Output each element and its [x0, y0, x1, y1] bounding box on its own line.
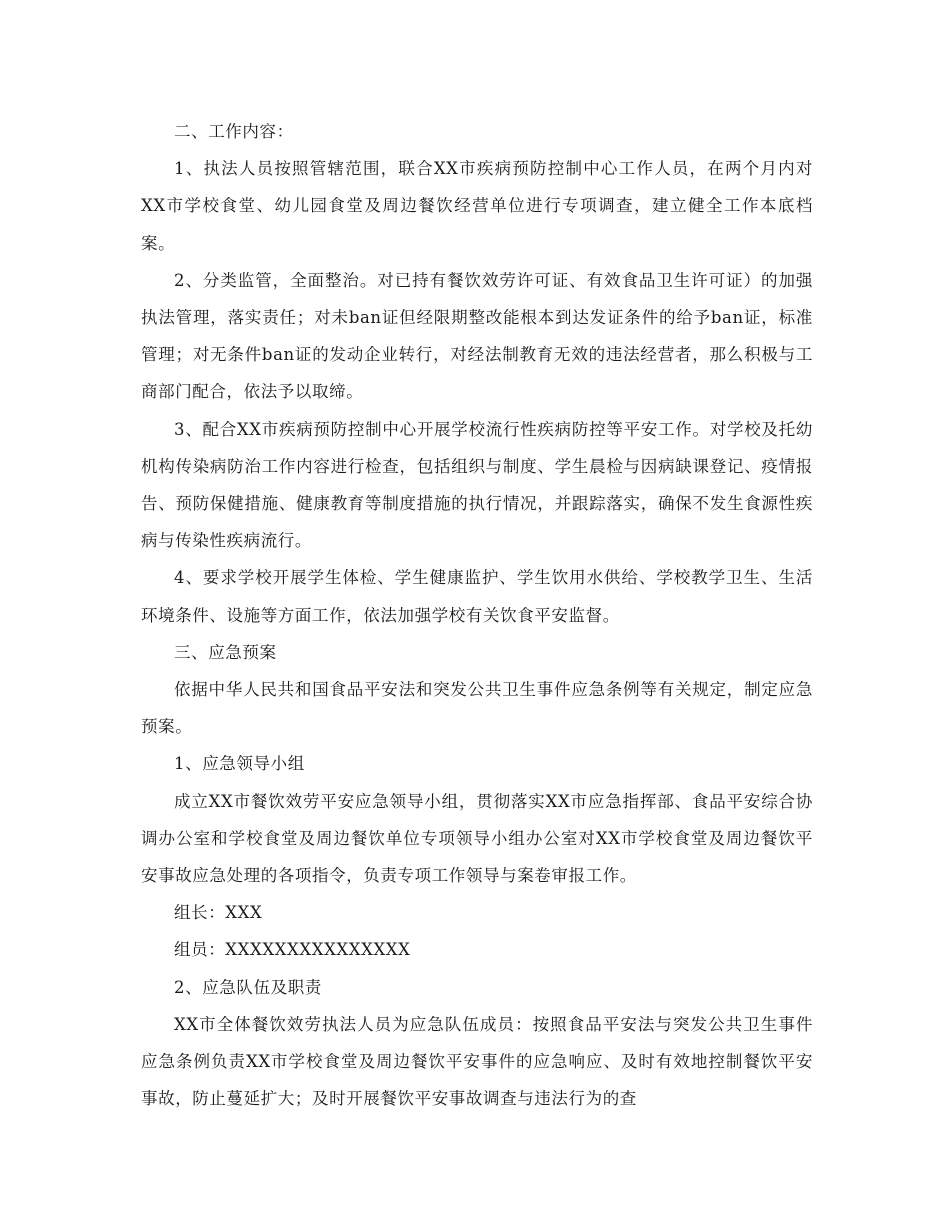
section-heading-work-content: 二、工作内容： — [174, 122, 294, 141]
section-heading-emergency-plan: 三、应急预案 — [174, 642, 277, 662]
paragraph-emergency-team: XX市全体餐饮效劳执法人员为应急队伍成员：按照食品平安法与突发公共卫生事件应急条例负责XX市学校食堂及周边餐饮平安事件的应急响应、及时有效地控制餐饮平安事故，防止蔓延扩大；及时开展餐饮平安事故调查与违法行为的查 — [141, 1014, 813, 1109]
document-body — [141, 113, 813, 1117]
paragraph-item-4: 4、要求学校开展学生体检、学生健康监护、学生饮用水供给、学校教学卫生、生活环境条件、设施等方面工作，依法加强学校有关饮食平安监督。 — [141, 568, 813, 625]
group-members-line: 组员：XXXXXXXXXXXXXXX — [174, 940, 411, 960]
paragraph-basis: 依据中华人民共和国食品平安法和突发公共卫生事件应急条例等有关规定，制定应急预案。 — [141, 680, 813, 737]
group-leader-line: 组长：XXX — [174, 903, 263, 923]
subheading-emergency-team: 2、应急队伍及职责 — [174, 977, 322, 997]
paragraph-item-3: 3、配合XX市疾病预防控制中心开展学校流行性疾病防控等平安工作。对学校及托幼机构传染病防治工作内容进行检查，包括组织与制度、学生晨检与因病缺课登记、疫情报告、预防保健措施、健康教育等制度措施的执行情况，并跟踪落实，确保不发生食源性疾病与传染性疾病流行。 — [141, 419, 813, 551]
paragraph-item-1: 1、执法人员按照管辖范围，联合XX市疾病预防控制中心工作人员，在两个月内对XX市学校食堂、幼儿园食堂及周边餐饮经营单位进行专项调查，建立健全工作本底档案。 — [141, 159, 813, 253]
paragraph-item-2: 2、分类监管，全面整治。对已持有餐饮效劳许可证、有效食品卫生许可证）的加强执法管理，落实责任；对未ban证但经限期整改能根本到达发证条件的给予ban证，标准管理；对无条件ban证的发动企业转行，对经法制教育无效的违法经营者，那么积极与工商部门配合，依法予以取缔。 — [141, 270, 813, 402]
paragraph-leadership-group: 成立XX市餐饮效劳平安应急领导小组，贯彻落实XX市应急指挥部、食品平安综合协调办公室和学校食堂及周边餐饮单位专项领导小组办公室对XX市学校食堂及周边餐饮平安事故应急处理的各项指令，负责专项工作领导与案卷审报工作。 — [141, 791, 813, 886]
subheading-leadership-group: 1、应急领导小组 — [174, 754, 305, 774]
